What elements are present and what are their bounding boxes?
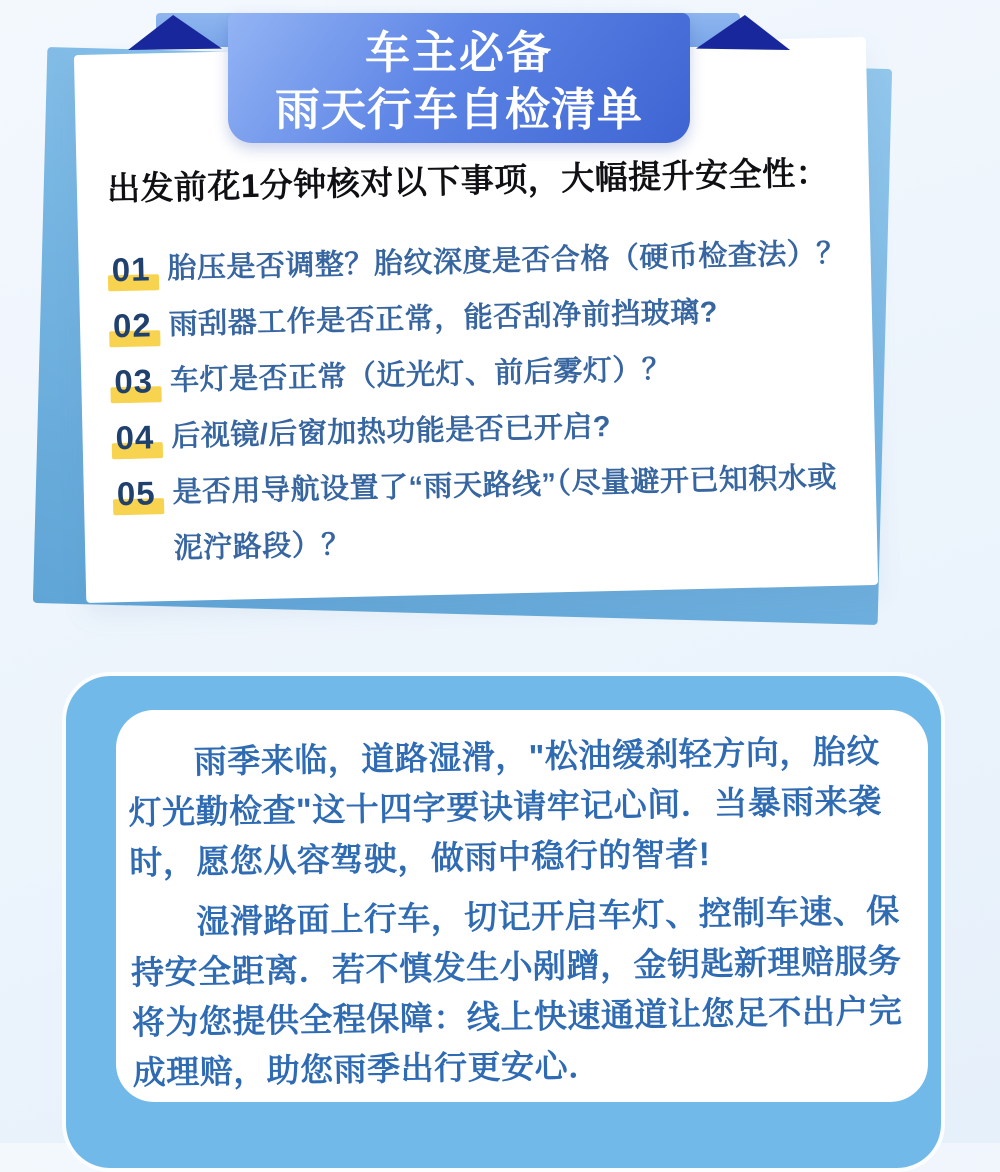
summary-paragraph-1: 雨季来临，道路湿滑，"松油缓刹轻方向，胎纹灯光勤检查"这十四字要诀请牢记心间．当暴雨来袭时，愿您从容驾驶，做雨中稳行的智者! bbox=[128, 732, 882, 882]
summary-card bbox=[116, 710, 928, 1102]
item-text: 雨刮器工作是否正常，能否刮净前挡玻璃? bbox=[168, 296, 719, 341]
checklist-heading: 出发前花1分钟核对以下事项，大幅提升安全性： bbox=[106, 153, 830, 208]
item-number: 05 bbox=[113, 465, 159, 522]
checklist bbox=[108, 225, 863, 578]
item-number: 02 bbox=[109, 297, 155, 354]
summary-text-block bbox=[113, 704, 931, 1099]
ribbon-banner bbox=[228, 13, 690, 143]
summary-panel bbox=[62, 672, 945, 1172]
item-text: 胎压是否调整？胎纹深度是否合格（硬币检查法）？ bbox=[167, 237, 847, 285]
item-number: 03 bbox=[111, 353, 157, 410]
item-text: 后视镜/后窗加热功能是否已开启? bbox=[170, 410, 612, 453]
item-number: 01 bbox=[108, 241, 154, 298]
summary-paragraph-2: 湿滑路面上行车，切记开启车灯、控制车速、保持安全距离．若不慎发生小剐蹭，金钥匙新理赔服务将为您提供全程保障：线上快速通道让您足不出户完成理赔，助您雨季出行更安心． bbox=[130, 892, 903, 1092]
poster-title-line2: 雨天行车自检清单 bbox=[274, 84, 643, 135]
poster-title-line1: 车主必备 bbox=[364, 27, 553, 78]
list-item bbox=[113, 449, 863, 578]
item-text: 是否用导航设置了“雨天路线”（尽量避开已知积水或泥泞路段）？ bbox=[172, 461, 838, 565]
item-text: 车灯是否正常（近光灯、前后雾灯）？ bbox=[169, 353, 672, 397]
item-number: 04 bbox=[112, 409, 158, 466]
